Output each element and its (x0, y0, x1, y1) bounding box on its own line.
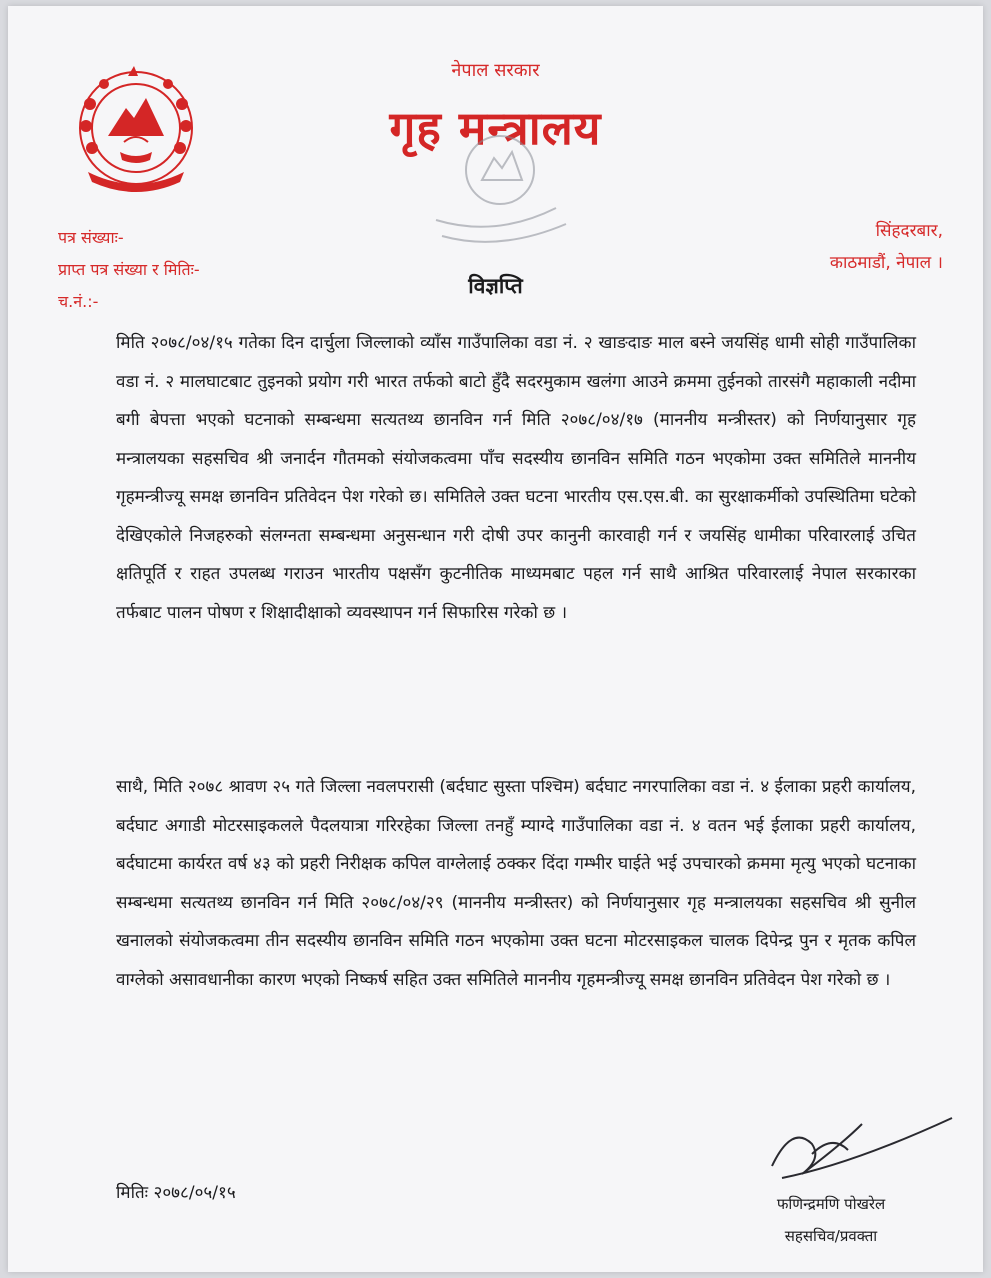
ministry-heading: गृह मन्त्रालय (389, 101, 602, 155)
government-heading: नेपाल सरकार (451, 60, 540, 81)
signatory-title: सहसचिव/प्रवक्ता (784, 1227, 878, 1245)
dispatch-number-label: च.नं.:- (58, 292, 99, 311)
ministry-stamp-watermark (416, 128, 576, 248)
handwritten-signature (752, 1104, 962, 1194)
notice-title: विज्ञप्ति (468, 274, 523, 298)
letter-number-label: पत्र संख्याः- (58, 228, 124, 247)
address-line-1: सिंहदरबार, (875, 221, 943, 241)
body-paragraph-1: मिति २०७८/०४/१५ गतेका दिन दार्चुला जिल्लाको व्याँस गाउँपालिका वडा नं. २ खाङदाङ माल बस्ने जयसिंह धामी सोही गाउँपालिका वडा नं. २ मालघाटबाट तुइनको प्रयोग गरी भारत तर्फको बाटो हुँदै सदरमुकाम खलंगा आउने क्रममा तुईनको तारसंगै महाकाली नदीमा बगी बेपत्ता भएको घटनाको सम्बन्धमा सत्यतथ्य छानविन गर्न मिति २०७८/०४/१७ (माननीय मन्त्रीस्तर) को निर्णयानुसार गृह मन्त्रालयका सहसचिव श्री जनार्दन गौतमको संयोजकत्वमा पाँच सदस्यीय छानविन समिति गठन भएकोमा उक्त समितिले माननीय गृहमन्त्रीज्यू समक्ष छानविन प्रतिवेदन पेश गरेको छ। समितिले उक्त घटना भारतीय एस.एस.बी. का सुरक्षाकर्मीको उपस्थितिमा घटेको देखिएकोले निजहरुको संलग्नता सम्बन्धमा अनुसन्धान गरी दोषी उपर कानुनी कारवाही गर्न र जयसिंह धामीका परिवारलाई उचित क्षतिपूर्ति र राहत उपलब्ध गराउन भारतीय पक्षसँग कुटनीतिक माध्यमबाट पहल गर्न साथै आश्रित परिवारलाई नेपाल सरकारका तर्फबाट पालन पोषण र शिक्षादीक्षाको व्यवस्थापन गर्न सिफारिस गरेको छ । (116, 333, 916, 623)
received-letter-label: प्राप्त पत्र संख्या र मितिः- (58, 260, 200, 279)
issue-date: मितिः २०७८/०५/१५ (116, 1183, 236, 1203)
address-line-2: काठमाडौं, नेपाल । (829, 253, 943, 273)
signatory-name: फणिन्द्रमणि पोखरेल (776, 1195, 886, 1213)
body-paragraph-2: साथै, मिति २०७८ श्रावण २५ गते जिल्ला नवलपरासी (बर्दघाट सुस्ता पश्चिम) बर्दघाट नगरपालिका वडा नं. ४ ईलाका प्रहरी कार्यालय, बर्दघाट अगाडी मोटरसाइकलले पैदलयात्रा गरिरहेका जिल्ला तनहुँ म्याग्दे गाउँपालिका वडा नं. ४ वतन भई ईलाका प्रहरी कार्यालय, बर्दघाटमा कार्यरत वर्ष ४३ को प्रहरी निरीक्षक कपिल वाग्लेलाई ठक्कर दिंदा गम्भीर घाईते भई उपचारको क्रममा मृत्यु भएको घटनाका सम्बन्धमा सत्यतथ्य छानविन गर्न मिति २०७८/०४/२९ (माननीय मन्त्रीस्तर) को निर्णयानुसार गृह मन्त्रालयका सहसचिव श्री सुनील खनालको संयोजकत्वमा तीन सदस्यीय छानविन समिति गठन भएकोमा उक्त घटना मोटरसाइकल चालक दिपेन्द्र पुन र मृतक कपिल वाग्लेको असावधानीका कारण भएको निष्कर्ष सहित उक्त समितिले माननीय गृहमन्त्रीज्यू समक्ष छानविन प्रतिवेदन पेश गरेको छ । (116, 777, 916, 990)
